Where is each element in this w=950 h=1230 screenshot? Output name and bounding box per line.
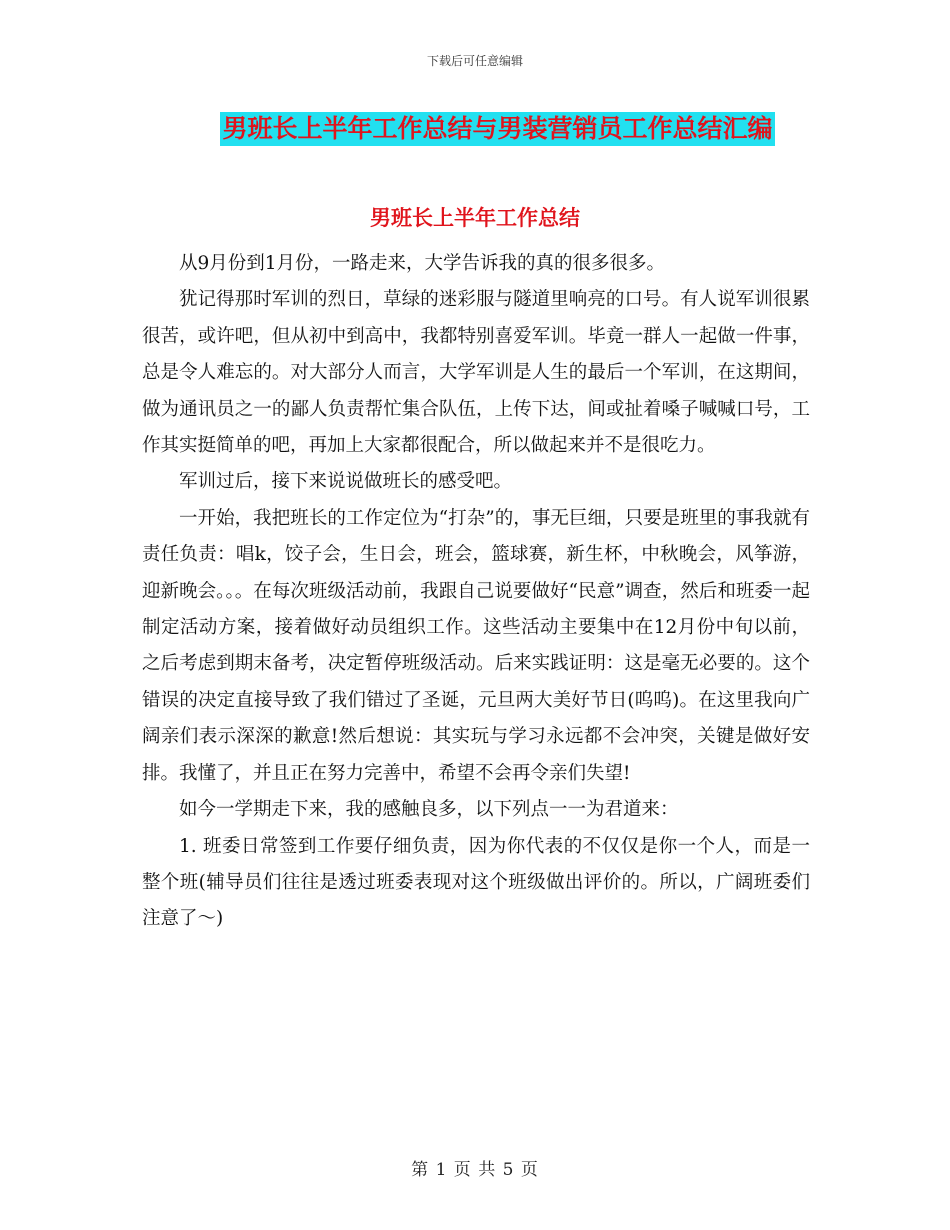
paragraph: 犹记得那时军训的烈日，草绿的迷彩服与隧道里响亮的口号。有人说军训很累很苦，或许吧，但从初中到高中，我都特别喜爱军训。毕竟一群人一起做一件事，总是令人难忘的。对大部分人而言，大学军训是人生的最后一个军训，在这期间，做为通讯员之一的鄙人负责帮忙集合队伍，上传下达，间或扯着嗓子喊喊口号，工作其实挺简单的吧，再加上大家都很配合，所以做起来并不是很吃力。 bbox=[142, 289, 810, 457]
document-body bbox=[142, 246, 810, 938]
paragraph: 军训过后，接下来说说做班长的感受吧。 bbox=[179, 471, 513, 493]
paragraph: 如今一学期走下来，我的感触良多，以下列点一一为君道来： bbox=[179, 799, 679, 821]
paragraph: 一开始，我把班长的工作定位为“打杂”的，事无巨细，只要是班里的事我就有责任负责：唱k，饺子会，生日会，班会，篮球赛，新生杯，中秋晚会，风筝游，迎新晚会。。。在每次班级活动前，我跟自己说要做好“民意”调查，然后和班委一起制定活动方案，接着做好动员组织工作。这些活动主要集中在12月份中旬以前，之后考虑到期末备考，决定暂停班级活动。后来实践证明：这是毫无必要的。这个错误的决定直接导致了我们错过了圣诞，元旦两大美好节日(呜呜)。在这里我向广阔亲们表示深深的歉意!然后想说：其实玩与学习永远都不会冲突，关键是做好安排。我懂了，并且正在努力完善中，希望不会再令亲们失望! bbox=[142, 507, 810, 784]
page-indicator: 第 1 页 共 5 页 bbox=[411, 1160, 539, 1180]
document-title-container bbox=[0, 112, 950, 146]
document-title: 男班长上半年工作总结与男装营销员工作总结汇编 bbox=[220, 112, 774, 146]
header-note: 下载后可任意编辑 bbox=[426, 54, 523, 68]
paragraph: 从9月份到1月份，一路走来，大学告诉我的真的很多很多。 bbox=[179, 253, 666, 274]
paragraph: 1. 班委日常签到工作要仔细负责，因为你代表的不仅仅是你一个人，而是一整个班(辅导员们往往是透过班委表现对这个班级做出评价的。所以，广阔班委们注意了～) bbox=[142, 835, 810, 930]
section-title: 男班长上半年工作总结 bbox=[370, 206, 580, 230]
